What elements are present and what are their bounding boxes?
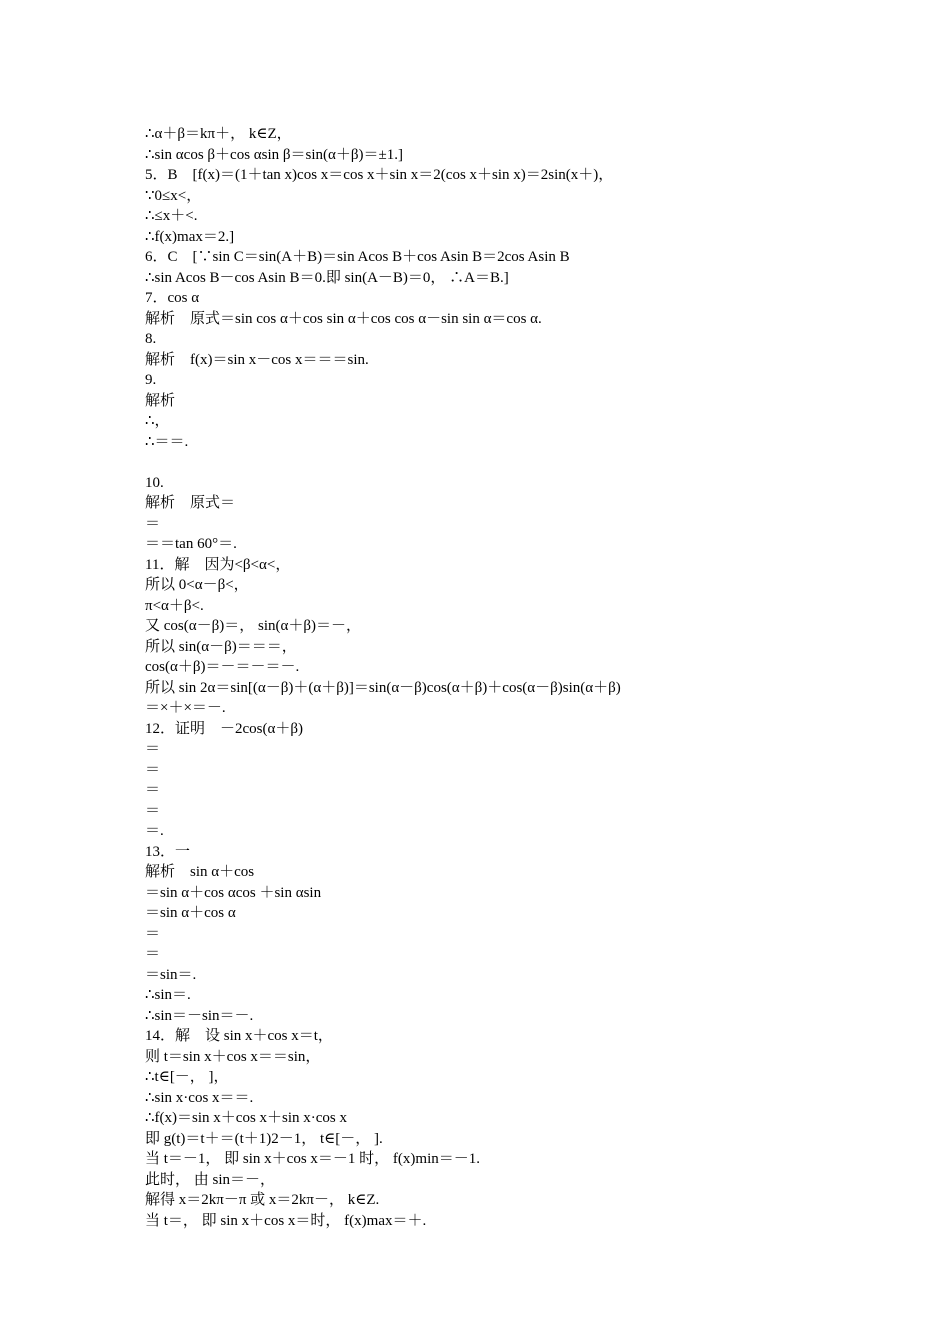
text-line: 解析 原式＝ (145, 495, 236, 511)
text-line: 14．解 设 sin x＋cos x＝t， (145, 1028, 333, 1044)
text-line: 8. (145, 331, 157, 347)
text-line: 6．C [∵sin C＝sin(A＋B)＝sin Acos B＋cos Asin B＝2cos Asin B (145, 249, 570, 265)
blank-line (145, 452, 845, 473)
text-line: ∴f(x)max＝2.] (145, 228, 235, 245)
text-line: 9. (145, 372, 157, 388)
text-line: 所以 sin(α－β)＝＝＝， (145, 638, 297, 655)
text-line: ∴sin＝. (145, 987, 191, 1003)
text-line: ∴α＋β＝kπ＋， k∈Z， (145, 126, 292, 142)
text-line: 12．证明 －2cos(α＋β) (145, 720, 303, 737)
text-line: 则 t＝sin x＋cos x＝＝sin， (145, 1048, 321, 1065)
text-line: ＝. (145, 823, 164, 839)
text-line: 解得 x＝2kπ－π 或 x＝2kπ－， k∈Z. (145, 1192, 380, 1208)
text-line: 11．解 因为<β<α<， (145, 556, 291, 573)
text-line: ＝ (145, 515, 161, 532)
text-line: cos(α＋β)＝－＝－＝－. (145, 659, 300, 675)
text-line: ∴f(x)＝sin x＋cos x＋sin x·cos x (145, 1110, 348, 1126)
text-line: ∴sin x·cos x＝＝. (145, 1089, 254, 1106)
text-line: 5．B [f(x)＝(1＋tan x)cos x＝cos x＋sin x＝2(cos x＋sin x)＝2sin(x＋)， (145, 167, 614, 183)
text-line: ＝sin α＋cos αcos ＋sin αsin (145, 884, 322, 901)
text-line: 解析 sin α＋cos (145, 864, 255, 880)
text-line: ∴sin＝－sin＝－. (145, 1007, 254, 1024)
text-line: ＝sin＝. (145, 966, 197, 983)
text-line: ＝ (145, 761, 161, 778)
text-line: 此时， 由 sin＝－， (145, 1171, 276, 1188)
text-line: 所以 sin 2α＝sin[(α－β)＋(α＋β)]＝sin(α－β)cos(α＋β)＋cos(α－β)sin(α＋β) (145, 679, 621, 696)
text-line: 解析 (145, 392, 176, 409)
text-line: ＝×＋×＝－. (145, 700, 226, 716)
text-line: ∴＝＝. (145, 433, 189, 450)
text-line: 当 t＝－1， 即 sin x＋cos x＝－1 时， f(x)min＝－1. (145, 1151, 480, 1167)
text-line: ∴t∈[－， ]， (145, 1069, 229, 1085)
text-line: ∴sin αcos β＋cos αsin β＝sin(α＋β)＝±1.] (145, 146, 403, 163)
text-line: ∴， (145, 413, 170, 429)
text-line: 13．一 (145, 843, 191, 860)
text-line: ＝ (145, 925, 161, 942)
text-line: ＝ (145, 946, 161, 962)
text-line: ∴≤x＋<. (145, 208, 198, 224)
answer-document (145, 124, 845, 1231)
text-line: ＝sin α＋cos α (145, 905, 236, 921)
text-line: ＝ (145, 782, 161, 798)
text-line: ＝ (145, 741, 161, 757)
text-line: 所以 0<α－β<， (145, 577, 249, 593)
text-line: 10. (145, 474, 164, 491)
text-line: 解析 f(x)＝sin x－cos x＝＝＝sin. (145, 351, 369, 368)
text-line: 解析 原式＝sin cos α＋cos sin α＋cos cos α－sin sin α＝cos α. (145, 310, 542, 327)
text-line: ＝ (145, 802, 161, 819)
text-line: 当 t＝， 即 sin x＋cos x＝时， f(x)max＝＋. (145, 1212, 427, 1229)
text-line: 7．cos α (145, 290, 200, 306)
text-line: π<α＋β<. (145, 597, 204, 614)
text-line: ＝＝tan 60°＝. (145, 536, 237, 552)
text-line: ∴sin Acos B－cos Asin B＝0.即 sin(A－B)＝0， ∴A＝B.] (145, 269, 509, 286)
text-line: 又 cos(α－β)＝， sin(α＋β)＝－， (145, 618, 361, 634)
text-line: ∵0≤x<， (145, 187, 202, 204)
text-line: 即 g(t)＝t＋＝(t＋1)2－1， t∈[－， ]. (145, 1130, 383, 1147)
